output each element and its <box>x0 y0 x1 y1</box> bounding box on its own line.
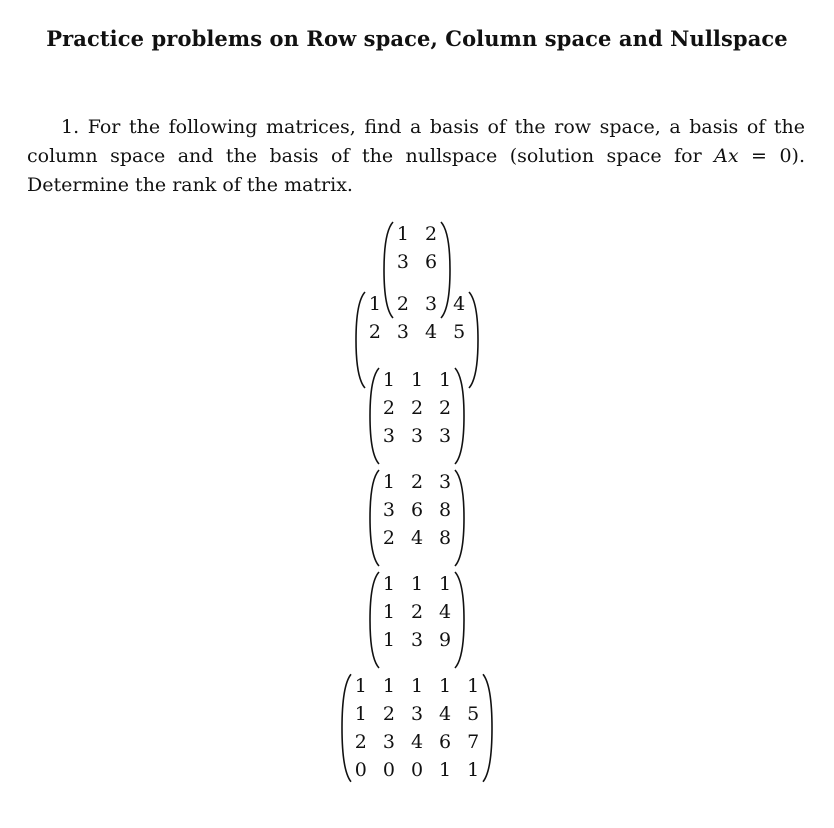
matrix-entry: 1 <box>396 223 409 245</box>
matrix-entry: 1 <box>354 675 367 697</box>
right-paren-icon <box>453 570 465 670</box>
matrix-entries <box>381 570 453 670</box>
matrix-entry: 3 <box>382 499 395 521</box>
left-paren-icon <box>341 672 353 784</box>
matrix-entry: 1 <box>382 471 395 493</box>
matrix-entry: 4 <box>453 293 466 315</box>
matrix-entry: 0 <box>382 759 395 781</box>
right-paren-icon <box>453 468 465 568</box>
matrix-entry: 3 <box>439 471 452 493</box>
right-paren-icon <box>481 672 493 784</box>
matrix-entry: 2 <box>410 397 424 419</box>
matrix-entry: 6 <box>410 499 424 521</box>
matrix-entry: 2 <box>382 703 395 725</box>
matrix-entry: 2 <box>410 601 424 623</box>
matrix-entry: 1 <box>368 293 381 315</box>
matrix-entry: 3 <box>396 251 409 273</box>
matrix-entry: 3 <box>382 731 395 753</box>
matrix-entry: 4 <box>439 601 452 623</box>
matrix-4 <box>0 468 834 568</box>
matrix-entry: 4 <box>410 731 424 753</box>
matrix-entry: 1 <box>410 369 424 391</box>
matrix-entry: 0 <box>410 759 424 781</box>
matrix-entry: 1 <box>410 675 424 697</box>
matrix-entry: 3 <box>382 425 395 447</box>
left-paren-icon <box>369 570 381 670</box>
matrix-entry: 1 <box>439 369 452 391</box>
matrix-entry: 2 <box>382 527 395 549</box>
problem-math-tail: = 0). <box>738 145 805 167</box>
left-paren-icon <box>369 468 381 568</box>
matrix-entry: 1 <box>439 573 452 595</box>
matrix-entry: 2 <box>396 293 409 315</box>
matrix-entry: 1 <box>439 759 452 781</box>
matrix-entry: 1 <box>382 369 395 391</box>
matrix-entry: 0 <box>354 759 367 781</box>
matrix-entry: 6 <box>425 251 438 273</box>
matrix-entries <box>353 672 481 784</box>
right-paren-icon <box>453 366 465 466</box>
matrix-6 <box>0 672 834 784</box>
matrix-entry: 6 <box>439 731 452 753</box>
matrix-entry: 3 <box>410 629 424 651</box>
matrix-entry: 2 <box>382 397 395 419</box>
problem-math-expression: Ax <box>714 145 739 167</box>
matrix-entry: 3 <box>410 703 424 725</box>
matrix-entry: 4 <box>410 527 424 549</box>
problem-instruction: Determine the rank of the matrix. <box>27 174 353 196</box>
matrix-entry: 1 <box>382 573 395 595</box>
matrix-entry: 1 <box>467 759 480 781</box>
matrix-entry: 3 <box>439 425 452 447</box>
problem-number: 1. <box>61 116 80 138</box>
matrix-entry: 3 <box>410 425 424 447</box>
matrix-entry: 2 <box>439 397 452 419</box>
matrix-entry: 7 <box>467 731 480 753</box>
matrix-entry: 1 <box>382 675 395 697</box>
matrix-entry: 1 <box>382 629 395 651</box>
matrix-entry: 1 <box>410 573 424 595</box>
matrix-entry: 1 <box>467 675 480 697</box>
matrix-entry: 8 <box>439 499 452 521</box>
matrix-entry: 5 <box>467 703 480 725</box>
matrix-entry: 4 <box>439 703 452 725</box>
matrix-entry: 4 <box>425 321 438 343</box>
matrix-entry: 3 <box>425 293 438 315</box>
matrix-entries <box>381 468 453 568</box>
matrix-entry: 2 <box>425 223 438 245</box>
matrix-entry: 1 <box>354 703 367 725</box>
matrix-entry: 1 <box>382 601 395 623</box>
page-title: Practice problems on Row space, Column space and Nullspace <box>46 26 788 51</box>
matrix-3 <box>0 366 834 466</box>
problem-text: For the following matrices, find a basis of the row space, a basis of the column space and the basis of the nullspace (solution space for <box>27 116 805 167</box>
matrix-entry: 3 <box>396 321 409 343</box>
matrix-entry: 2 <box>354 731 367 753</box>
matrix-entry: 9 <box>439 629 452 651</box>
matrix-entry: 1 <box>439 675 452 697</box>
matrix-entries <box>381 366 453 466</box>
left-paren-icon <box>369 366 381 466</box>
matrix-entry: 2 <box>368 321 381 343</box>
matrix-entry: 5 <box>453 321 466 343</box>
matrix-entry: 2 <box>410 471 424 493</box>
matrix-entry: 8 <box>439 527 452 549</box>
matrix-5 <box>0 570 834 670</box>
